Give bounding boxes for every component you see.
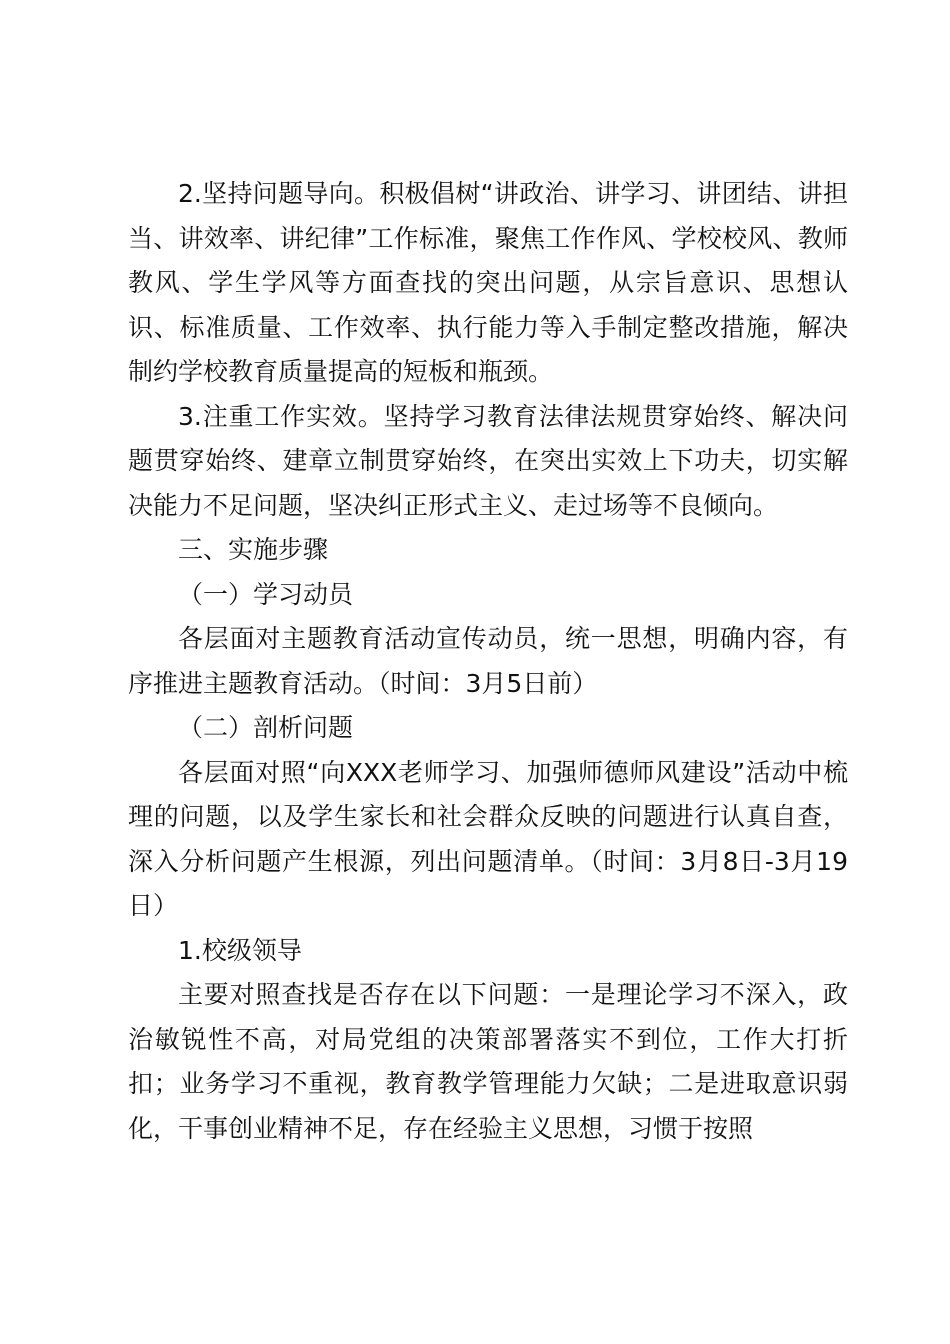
subheading-study-mobilization: （一）学习动员 (178, 579, 354, 609)
paragraph-work-effectiveness: 3.注重工作实效。坚持学习教育法律法规贯穿始终、解决问题贯穿始终、建章立制贯穿始终，在突出实效上下功夫，切实解决能力不足问题，坚决纠正形式主义、走过场等不良倾向。 (128, 401, 848, 520)
section-heading-implementation-steps: 三、实施步骤 (178, 535, 329, 564)
document-body (128, 172, 848, 1151)
paragraph-analyze-problems: 各层面对照“向XXX老师学习、加强师德师风建设”活动中梳理的问题，以及学生家长和社会群众反映的问题进行认真自查，深入分析问题产生根源，列出问题清单。（时间：3月8日-3月19日） (128, 757, 848, 920)
subheading-analyze-problems: （二）剖析问题 (178, 713, 354, 742)
paragraph-mobilization: 各层面对主题教育活动宣传动员，统一思想，明确内容，有序推进主题教育活动。（时间：3月5日前） (128, 624, 848, 698)
paragraph-school-leaders: 主要对照查找是否存在以下问题：一是理论学习不深入，政治敏锐性不高，对局党组的决策部署落实不到位，工作大打折扣；业务学习不重视，教育教学管理能力欠缺；二是进取意识弱化，干事创业精神不足，存在经验主义思想，习惯于按照 (128, 980, 848, 1143)
subheading-school-leaders: 1.校级领导 (178, 935, 302, 965)
paragraph-problem-orientation: 2.坚持问题导向。积极倡树“讲政治、讲学习、讲团结、讲担当、讲效率、讲纪律”工作标准，聚焦工作作风、学校校风、教师教风、学生学风等方面查找的突出问题，从宗旨意识、思想认识、标准质量、工作效率、执行能力等入手制定整改措施，解决制约学校教育质量提高的短板和瓶颈。 (128, 179, 848, 386)
